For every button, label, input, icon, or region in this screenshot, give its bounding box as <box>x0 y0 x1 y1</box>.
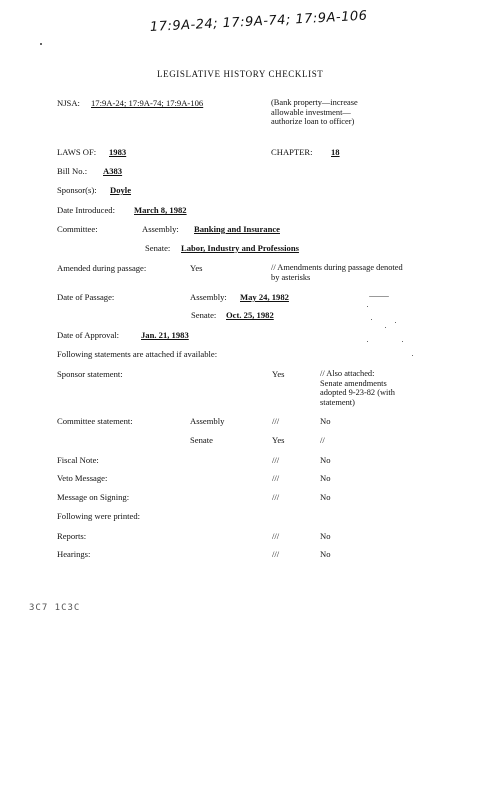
reports-value: /// <box>272 531 280 541</box>
date-introduced-label: Date Introduced: <box>57 205 115 215</box>
message-on-signing-value: /// <box>272 492 280 502</box>
reports-result: No <box>320 531 331 541</box>
passage-assembly-value: May 24, 1982 <box>240 292 289 302</box>
veto-message-label: Veto Message: <box>57 473 108 483</box>
committee-senate-value: Labor, Industry and Professions <box>181 243 299 253</box>
committee-statement-label: Committee statement: <box>57 416 133 426</box>
passage-assembly-label: Assembly: <box>190 292 227 302</box>
handwritten-header: 17:9A-24; 17:9A-74; 17:9A-106 <box>149 8 368 35</box>
date-of-approval-label: Date of Approval: <box>57 330 120 340</box>
committee-statement-senate-result: // <box>320 435 325 445</box>
amended-note: // Amendments during passage denoted by asterisks <box>271 263 403 282</box>
sponsor-value: Doyle <box>110 185 132 195</box>
committee-assembly-label: Assembly: <box>142 224 179 234</box>
fiscal-note-value: /// <box>272 455 280 465</box>
date-introduced-value: March 8, 1982 <box>134 205 187 215</box>
following-attached-text: Following statements are attached if available: <box>57 349 218 359</box>
njsa-note: (Bank property—increase allowable investment— authorize loan to officer) <box>271 98 358 126</box>
bill-no-value: A383 <box>103 166 123 176</box>
committee-label: Committee: <box>57 224 98 234</box>
hearings-label: Hearings: <box>57 549 91 559</box>
passage-senate-label: Senate: <box>191 310 217 320</box>
date-of-approval-value: Jan. 21, 1983 <box>141 330 189 340</box>
sponsor-statement-label: Sponsor statement: <box>57 369 123 379</box>
veto-message-value: /// <box>272 473 280 483</box>
following-printed-text: Following were printed: <box>57 511 141 521</box>
bill-no-label: Bill No.: <box>57 166 88 176</box>
njsa-label: NJSA: <box>57 98 80 108</box>
sponsor-statement-value: Yes <box>272 369 285 379</box>
fiscal-note-label: Fiscal Note: <box>57 455 99 465</box>
passage-senate-value: Oct. 25, 1982 <box>226 310 274 320</box>
veto-message-result: No <box>320 473 331 483</box>
committee-statement-senate-label: Senate <box>190 435 213 445</box>
committee-statement-assembly-value: /// <box>272 416 280 426</box>
sponsor-label: Sponsor(s): <box>57 185 97 195</box>
date-of-passage-label: Date of Passage: <box>57 292 115 302</box>
message-on-signing-result: No <box>320 492 331 502</box>
committee-assembly-value: Banking and Insurance <box>194 224 280 234</box>
reports-label: Reports: <box>57 531 87 541</box>
amended-label: Amended during passage: <box>57 263 147 273</box>
chapter-label: CHAPTER: <box>271 147 313 157</box>
page-title: LEGISLATIVE HISTORY CHECKLIST <box>157 69 324 79</box>
committee-statement-assembly-result: No <box>320 416 331 426</box>
laws-of-value: 1983 <box>109 147 127 157</box>
message-on-signing-label: Message on Signing: <box>57 492 130 502</box>
hearings-value: /// <box>272 549 280 559</box>
amended-value: Yes <box>190 263 203 273</box>
hearings-result: No <box>320 549 331 559</box>
committee-senate-label: Senate: <box>145 243 171 253</box>
sponsor-statement-note: // Also attached: Senate amendments adopted 9-23-82 (with statement) <box>320 369 395 407</box>
committee-statement-senate-value: Yes <box>272 435 285 445</box>
laws-of-label: LAWS OF: <box>57 147 97 157</box>
njsa-value: 17:9A-24; 17:9A-74; 17:9A-106 <box>91 98 204 108</box>
footer-stamp: 3C7 1C3C <box>29 603 81 613</box>
fiscal-note-result: No <box>320 455 331 465</box>
chapter-value: 18 <box>331 147 340 157</box>
stray-mark <box>40 43 42 45</box>
committee-statement-assembly-label: Assembly <box>190 416 225 426</box>
